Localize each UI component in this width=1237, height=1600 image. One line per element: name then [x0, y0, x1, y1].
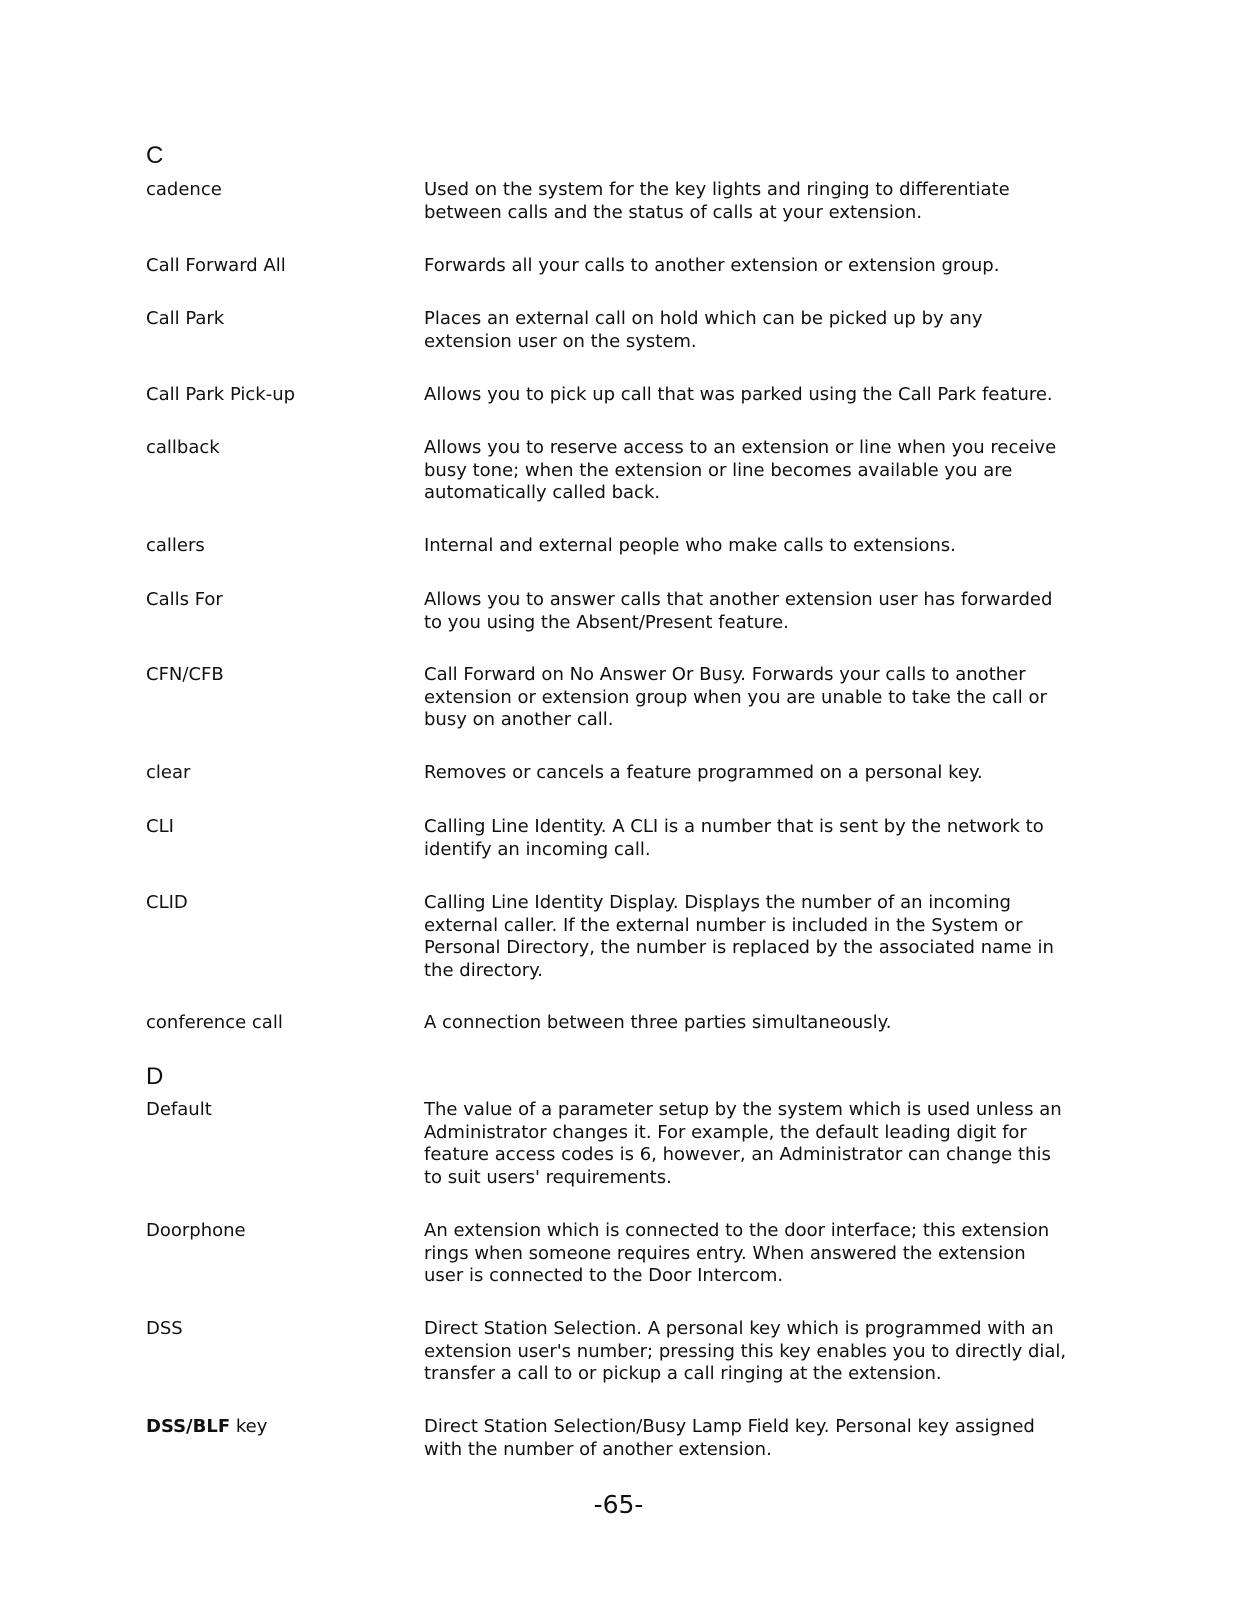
glossary-definition: An extension which is connected to the door interface; this extension rings when someone requires entry. When answered the extension user is connected to the Door Intercom. [424, 1220, 1050, 1286]
glossary-term [146, 1416, 416, 1439]
glossary-definition: Used on the system for the key lights and ringing to differentiate between calls and the status of calls at your extension. [424, 179, 1010, 223]
glossary-term-rest: key [230, 1416, 268, 1437]
glossary-definition: Direct Station Selection. A personal key which is programmed with an extension user's number; pressing this key enables you to directly dial, transfer a call to or pickup a call ringing at the extension. [424, 1318, 1067, 1384]
glossary-term: cadence [146, 179, 222, 200]
glossary-definition: Calling Line Identity Display. Displays the number of an incoming external caller. If the external number is included in the System or Personal Directory, the number is replaced by the associated name in the directory. [424, 892, 1054, 981]
section-letter-d: D [146, 1063, 164, 1090]
section-letter-c: C [146, 142, 164, 169]
glossary-term: Default [146, 1099, 212, 1120]
glossary-term: Doorphone [146, 1220, 246, 1241]
glossary-term: conference call [146, 1012, 283, 1033]
glossary-definition: Allows you to reserve access to an extension or line when you receive busy tone; when the extension or line becomes available you are automatically called back. [424, 437, 1057, 503]
glossary-definition: A connection between three parties simultaneously. [424, 1012, 892, 1033]
glossary-term: callers [146, 535, 205, 556]
glossary-term: Call Forward All [146, 255, 286, 276]
glossary-definition: Calling Line Identity. A CLI is a number that is sent by the network to identify an incoming call. [424, 816, 1044, 860]
glossary-term: callback [146, 437, 220, 458]
glossary-definition: Places an external call on hold which can be picked up by any extension user on the system. [424, 308, 983, 352]
glossary-term: Calls For [146, 589, 223, 610]
glossary-term: CLI [146, 816, 174, 837]
glossary-term: clear [146, 762, 191, 783]
glossary-definition: Forwards all your calls to another extension or extension group. [424, 255, 1000, 276]
glossary-term-bold: DSS/BLF [146, 1416, 231, 1437]
glossary-definition: Allows you to pick up call that was parked using the Call Park feature. [424, 384, 1053, 405]
glossary-term: DSS [146, 1318, 183, 1339]
glossary-definition: Removes or cancels a feature programmed on a personal key. [424, 762, 983, 783]
glossary-definition: Direct Station Selection/Busy Lamp Field key. Personal key assigned with the number of another extension. [424, 1416, 1035, 1460]
glossary-definition: Call Forward on No Answer Or Busy. Forwards your calls to another extension or extension group when you are unable to take the call or busy on another call. [424, 664, 1047, 730]
glossary-term: CLID [146, 892, 188, 913]
glossary-definition: The value of a parameter setup by the system which is used unless an Administrator changes it. For example, the default leading digit for feature access codes is 6, however, an Administrator can change this to suit users' requirements. [424, 1099, 1062, 1188]
glossary-term: Call Park Pick-up [146, 384, 296, 405]
glossary-term: CFN/CFB [146, 664, 224, 685]
glossary-term: Call Park [146, 308, 225, 329]
glossary-definition: Internal and external people who make calls to extensions. [424, 535, 956, 556]
page-number: -65- [593, 1490, 644, 1519]
glossary-definition: Allows you to answer calls that another extension user has forwarded to you using the Absent/Present feature. [424, 589, 1053, 633]
